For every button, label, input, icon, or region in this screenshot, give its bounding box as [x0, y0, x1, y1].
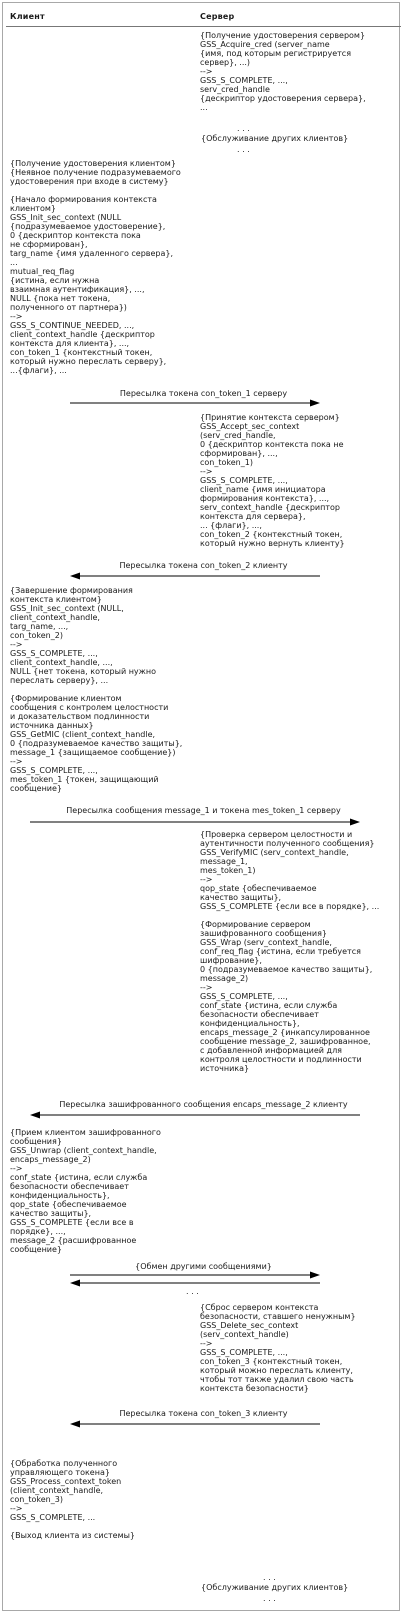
text-line: mes_token_1): [200, 866, 256, 875]
text-line: сообщение message_2, зашифрованное,: [200, 1037, 371, 1046]
text-line: conf_state {истина, если служба: [10, 1173, 148, 1182]
text-line: mes_token_1 {токен, защищающий: [10, 775, 159, 784]
text-line: con_token_1): [200, 458, 253, 467]
arrow-message-exchange: [70, 1271, 320, 1287]
text-line: mutual_req_flag: [10, 267, 75, 276]
text-line: conf_state {истина, если служба: [200, 1001, 338, 1010]
text-line: который можно переслать клиенту,: [200, 1366, 353, 1375]
text-line: {Получение удостоверения клиентом}: [10, 159, 176, 168]
text-line: 0 {дескриптор контекста пока не: [200, 440, 344, 449]
text-line: NULL {нет токена, который нужно: [10, 667, 156, 676]
text-line: GSS_S_COMPLETE, ...,: [200, 476, 288, 485]
text-line: формирования контекста}, ...,: [200, 494, 330, 503]
arrow-label-encaps-message-2: Пересылка зашифрованного сообщения encaps_message_2 клиенту: [59, 1100, 348, 1109]
text-line: качество защиты},: [200, 893, 282, 902]
text-line: сообщение}: [10, 1245, 63, 1254]
text-line: GSS_Init_sec_context (NULL: [10, 213, 122, 222]
text-line: источника данных}: [10, 721, 94, 730]
text-line: который нужно переслать серверу},: [10, 357, 167, 366]
server-verify-and-wrap-block: [200, 830, 379, 1073]
arrow-to-client-4: [30, 1110, 360, 1120]
text-line: {имя, под которым регистрируется: [200, 49, 352, 58]
text-line: 0 {подразумеваемое качество защиты},: [10, 739, 183, 748]
arrow-to-server-3: [30, 817, 360, 827]
text-line: чтобы тот также удалил свою часть: [200, 1375, 354, 1384]
text-line: client_context_handle,: [10, 613, 100, 622]
arrow-label-other-messages: {Обмен другими сообщениями}: [135, 1262, 272, 1271]
text-line: message_2 {расшифрованное: [10, 1236, 137, 1245]
server-accept-context-block: [200, 413, 345, 548]
arrow-to-client-2: [70, 571, 320, 581]
server-ellipsis-end-top: . . .: [263, 1573, 276, 1582]
arrow-label-con-token-2: Пересылка токена con_token_2 клиенту: [119, 561, 288, 570]
text-line: 0 {дескриптор контекста пока: [10, 231, 141, 240]
text-line: качество защиты},: [10, 1209, 92, 1218]
text-line: клиентом}: [10, 204, 56, 213]
text-line: удостоверения при входе в систему}: [10, 177, 169, 186]
text-line: targ_name, ...,: [10, 622, 69, 631]
arrow-label-con-token-1: Пересылка токена con_token_1 серверу: [119, 389, 288, 398]
text-line: -->: [200, 67, 213, 76]
text-line: конфиденциальность},: [200, 1019, 300, 1028]
text-line: ...{флаги}, ...: [10, 366, 67, 375]
arrow-to-client-6: [70, 1419, 320, 1429]
client-init-context-block: [10, 159, 181, 375]
text-line: {Получение удостоверения сервером}: [200, 31, 366, 40]
text-line: client_context_handle {дескриптор: [10, 330, 155, 339]
text-line: qop_state {обеспечиваемое: [200, 884, 317, 893]
text-line: GSS_S_COMPLETE {если все в порядке}, ...: [200, 902, 380, 911]
text-line: NULL {пока нет токена,: [10, 294, 111, 303]
server-ellipsis-top: . . .: [237, 124, 250, 133]
text-line: {Неявное получение подразумеваемого: [10, 168, 181, 177]
arrow-to-server-1: [70, 398, 320, 408]
text-line: client_context_handle, ...,: [10, 658, 113, 667]
text-line: GSS_S_COMPLETE, ...,: [200, 992, 288, 1001]
text-line: полученного от партнера}): [10, 303, 127, 312]
server-ellipsis-end-bottom: . . .: [263, 1594, 276, 1603]
text-line: переслать серверу}, ...: [10, 676, 109, 685]
text-line: GSS_S_COMPLETE, ...,: [10, 766, 98, 775]
client-process-token-block: [10, 1459, 135, 1540]
text-line: -->: [10, 757, 23, 766]
text-line: client_name {имя инициатора: [200, 485, 326, 494]
text-line: encaps_message_2 {инкапсулированное: [200, 1028, 370, 1037]
text-line: targ_name {имя удаленного сервера},: [10, 249, 174, 258]
text-line: управляющего токена}: [10, 1468, 110, 1477]
text-line: GSS_GetMIC (client_context_handle,: [10, 730, 156, 739]
text-line: -->: [10, 1164, 23, 1173]
text-line: конфиденциальность},: [10, 1191, 110, 1200]
text-line: который нужно вернуть клиенту}: [200, 539, 345, 548]
text-line: [10, 685, 182, 694]
text-line: con_token_3 {контекстный токен,: [200, 1357, 343, 1366]
text-line: сообщения}: [10, 1137, 62, 1146]
text-line: GSS_Wrap (serv_context_handle,: [200, 938, 332, 947]
text-line: {Формирование клиентом: [10, 694, 122, 703]
text-line: qop_state {обеспечиваемое: [10, 1200, 127, 1209]
text-line: {Начало формирования контекста: [10, 195, 157, 204]
text-line: GSS_S_COMPLETE, ...: [10, 1513, 96, 1522]
text-line: 0 {подразумеваемое качество защиты},: [200, 965, 373, 974]
arrow-label-message-1: Пересылка сообщения message_1 и токена mes_token_1 серверу: [66, 806, 341, 815]
text-line: ... {флаги}, ...,: [200, 521, 262, 530]
text-line: контекста клиентом}: [10, 595, 102, 604]
text-line: con_token_2 {контекстный токен,: [200, 530, 343, 539]
server-delete-context-block: [200, 1303, 356, 1393]
text-line: GSS_Process_context_token: [10, 1477, 122, 1486]
text-line: con_token_2): [10, 631, 63, 640]
exchange-ellipsis: . . .: [186, 1287, 199, 1296]
text-line: GSS_Acquire_cred (server_name: [200, 40, 330, 49]
text-line: порядке}, ...,: [10, 1227, 66, 1236]
text-line: {истина, если нужна: [10, 276, 100, 285]
text-line: GSS_S_COMPLETE, ...,: [200, 76, 288, 85]
text-line: -->: [10, 640, 23, 649]
text-line: GSS_S_COMPLETE, ...,: [10, 649, 98, 658]
text-line: message_2): [200, 974, 249, 983]
text-line: GSS_Accept_sec_context: [200, 422, 300, 431]
text-line: {Завершение формирования: [10, 586, 133, 595]
text-line: (client_context_handle,: [10, 1486, 104, 1495]
text-line: -->: [200, 1339, 213, 1348]
text-line: message_1 {защищаемое сообщение}): [10, 748, 176, 757]
text-line: GSS_Delete_sec_context: [200, 1321, 299, 1330]
text-line: (serv_context_handle): [200, 1330, 289, 1339]
text-line: -->: [10, 1504, 23, 1513]
text-line: сообщение}: [10, 784, 63, 793]
text-line: GSS_S_COMPLETE, ...,: [200, 1348, 288, 1357]
text-line: контекста безопасности}: [200, 1384, 309, 1393]
text-line: conf_req_flag {истина, если требуется: [200, 947, 361, 956]
text-line: encaps_message_2): [10, 1155, 91, 1164]
text-line: {Обработка полученного: [10, 1459, 118, 1468]
text-line: serv_context_handle {дескриптор: [200, 503, 340, 512]
text-line: {Формирование сервером: [200, 920, 311, 929]
arrow-label-con-token-3: Пересылка токена con_token_3 клиенту: [119, 1409, 288, 1418]
text-line: аутентичности полученного сообщения}: [200, 839, 375, 848]
text-line: GSS_Init_sec_context (NULL,: [10, 604, 124, 613]
text-line: serv_cred_handle: [200, 85, 270, 94]
text-line: {Выход клиента из системы}: [10, 1531, 136, 1540]
server-ellipsis-bottom: . . .: [237, 145, 250, 154]
header-divider: [6, 26, 401, 27]
text-line: безопасности обеспечивает: [10, 1182, 129, 1191]
text-line: безопасности обеспечивает: [200, 1010, 319, 1019]
text-line: -->: [200, 467, 213, 476]
text-line: {Сброс сервером контекста: [200, 1303, 319, 1312]
text-line: с добавленной информацией для: [200, 1046, 342, 1055]
text-line: GSS_VerifyMIC (serv_context_handle,: [200, 848, 349, 857]
text-line: сообщения с контролем целостности: [10, 703, 169, 712]
text-line: {подразумеваемое удостоверение},: [10, 222, 166, 231]
text-line: ...: [10, 258, 18, 267]
text-line: ...: [200, 103, 208, 112]
text-line: шифрование},: [200, 956, 262, 965]
text-line: сервер}, ...): [200, 58, 251, 67]
server-other-clients-note: {Обслуживание других клиентов}: [201, 134, 349, 143]
text-line: GSS_S_COMPLETE {если все в: [10, 1218, 134, 1227]
text-line: {дескриптор удостоверения сервера},: [200, 94, 366, 103]
text-line: -->: [10, 312, 23, 321]
server-other-clients-end-note: {Обслуживание других клиентов}: [201, 1583, 349, 1592]
text-line: message_1,: [200, 857, 248, 866]
text-line: {Проверка сервером целостности и: [200, 830, 353, 839]
text-line: безопасности, ставшего ненужным}: [200, 1312, 356, 1321]
text-line: взаимная аутентификация}, ...,: [10, 285, 145, 294]
text-line: контроля целостности и подлинности: [200, 1055, 362, 1064]
text-line: сформирован}, ...,: [200, 449, 278, 458]
text-line: GSS_Unwrap (client_context_handle,: [10, 1146, 157, 1155]
text-line: контекста для сервера},: [200, 512, 306, 521]
text-line: [10, 1522, 135, 1531]
server-acquire-cred-block: [200, 31, 366, 112]
text-line: контекста для клиента}, ...,: [10, 339, 130, 348]
text-line: источника}: [200, 1064, 250, 1073]
text-line: con_token_1 {контекстный токен,: [10, 348, 153, 357]
text-line: и доказательством подлинности: [10, 712, 150, 721]
text-line: не сформирован},: [10, 240, 88, 249]
text-line: {Прием клиентом зашифрованного: [10, 1128, 161, 1137]
text-line: [10, 186, 181, 195]
text-line: con_token_3): [10, 1495, 63, 1504]
server-column-header: Сервер: [200, 12, 235, 21]
text-line: зашифрованного сообщения}: [200, 929, 328, 938]
text-line: -->: [200, 875, 213, 884]
text-line: GSS_S_CONTINUE_NEEDED, ...,: [10, 321, 135, 330]
client-complete-and-getmic-block: [10, 586, 182, 793]
text-line: {Принятие контекста сервером}: [200, 413, 340, 422]
client-column-header: Клиент: [10, 12, 45, 21]
client-unwrap-block: [10, 1128, 161, 1254]
text-line: (serv_cred_handle,: [200, 431, 276, 440]
text-line: -->: [200, 983, 213, 992]
text-line: [200, 911, 379, 920]
